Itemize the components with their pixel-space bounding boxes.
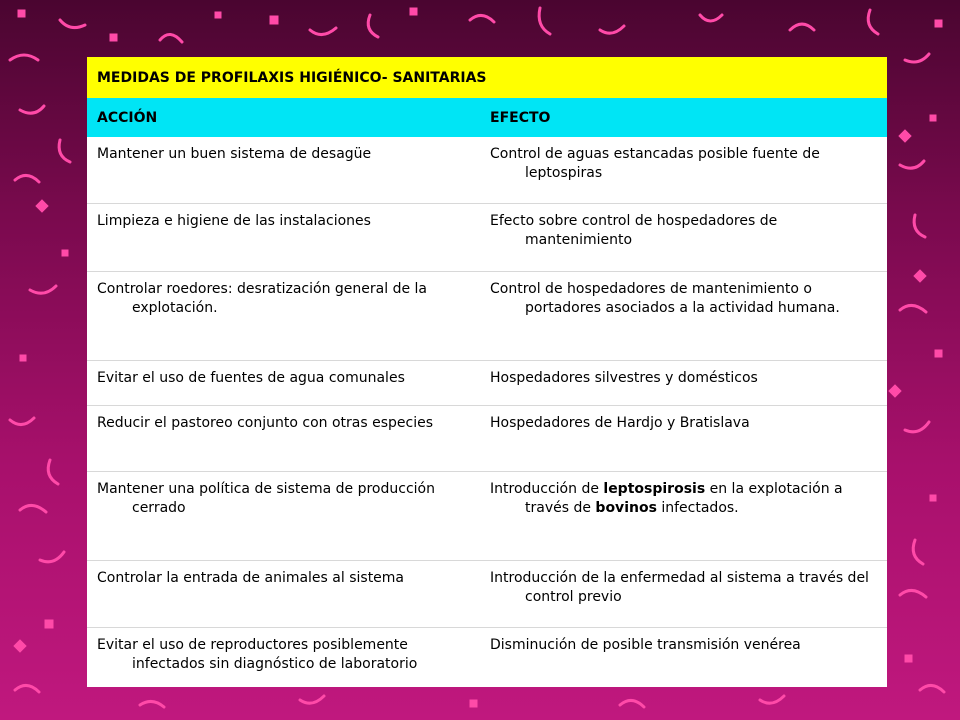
effect-bold-term: leptospirosis bbox=[603, 481, 706, 497]
header-action: ACCIÓN bbox=[97, 109, 158, 126]
effect-cell: Control de hospedadores de mantenimiento o portadores asociados a la actividad humana. bbox=[490, 281, 840, 316]
table-header-row bbox=[87, 98, 887, 137]
table-row bbox=[87, 361, 887, 405]
effect-cell: Introducción de la enfermedad al sistema a través del control previo bbox=[490, 570, 869, 605]
table-row bbox=[87, 204, 887, 271]
table-row bbox=[87, 137, 887, 203]
action-cell: Controlar roedores: desratización general de la explotación. bbox=[97, 281, 427, 316]
effect-cell: Hospedadores silvestres y domésticos bbox=[490, 370, 758, 386]
table-row bbox=[87, 561, 887, 627]
action-cell: Evitar el uso de fuentes de agua comunales bbox=[97, 370, 405, 386]
action-cell: Controlar la entrada de animales al sistema bbox=[97, 570, 405, 586]
header-effect: EFECTO bbox=[490, 109, 551, 126]
effect-text-part: infectados. bbox=[656, 500, 739, 516]
action-cell: Evitar el uso de reproductores posiblemente infectados sin diagnóstico de laboratorio bbox=[97, 637, 418, 672]
table-row bbox=[87, 628, 887, 688]
effect-bold-term: bovinos bbox=[595, 500, 657, 516]
effect-cell: Disminución de posible transmisión venérea bbox=[490, 637, 801, 653]
action-cell: Mantener un buen sistema de desagüe bbox=[97, 146, 372, 162]
effect-cell: Control de aguas estancadas posible fuente de leptospiras bbox=[490, 146, 820, 181]
prophylaxis-table bbox=[87, 57, 887, 687]
action-cell: Mantener una política de sistema de producción cerrado bbox=[97, 481, 435, 516]
effect-cell: Efecto sobre control de hospedadores de mantenimiento bbox=[490, 213, 778, 248]
effect-text-part: en la explotación a través de bbox=[525, 481, 843, 516]
table-row bbox=[87, 406, 887, 471]
effect-cell: Hospedadores de Hardjo y Bratislava bbox=[490, 415, 750, 431]
table-row bbox=[87, 472, 887, 560]
table-title: MEDIDAS DE PROFILAXIS HIGIÉNICO- SANITARIAS bbox=[87, 57, 887, 98]
action-cell: Reducir el pastoreo conjunto con otras especies bbox=[97, 415, 434, 431]
action-cell: Limpieza e higiene de las instalaciones bbox=[97, 213, 371, 229]
effect-text-part: Introducción de bbox=[490, 481, 604, 497]
effect-cell bbox=[480, 480, 887, 560]
table-row bbox=[87, 272, 887, 360]
